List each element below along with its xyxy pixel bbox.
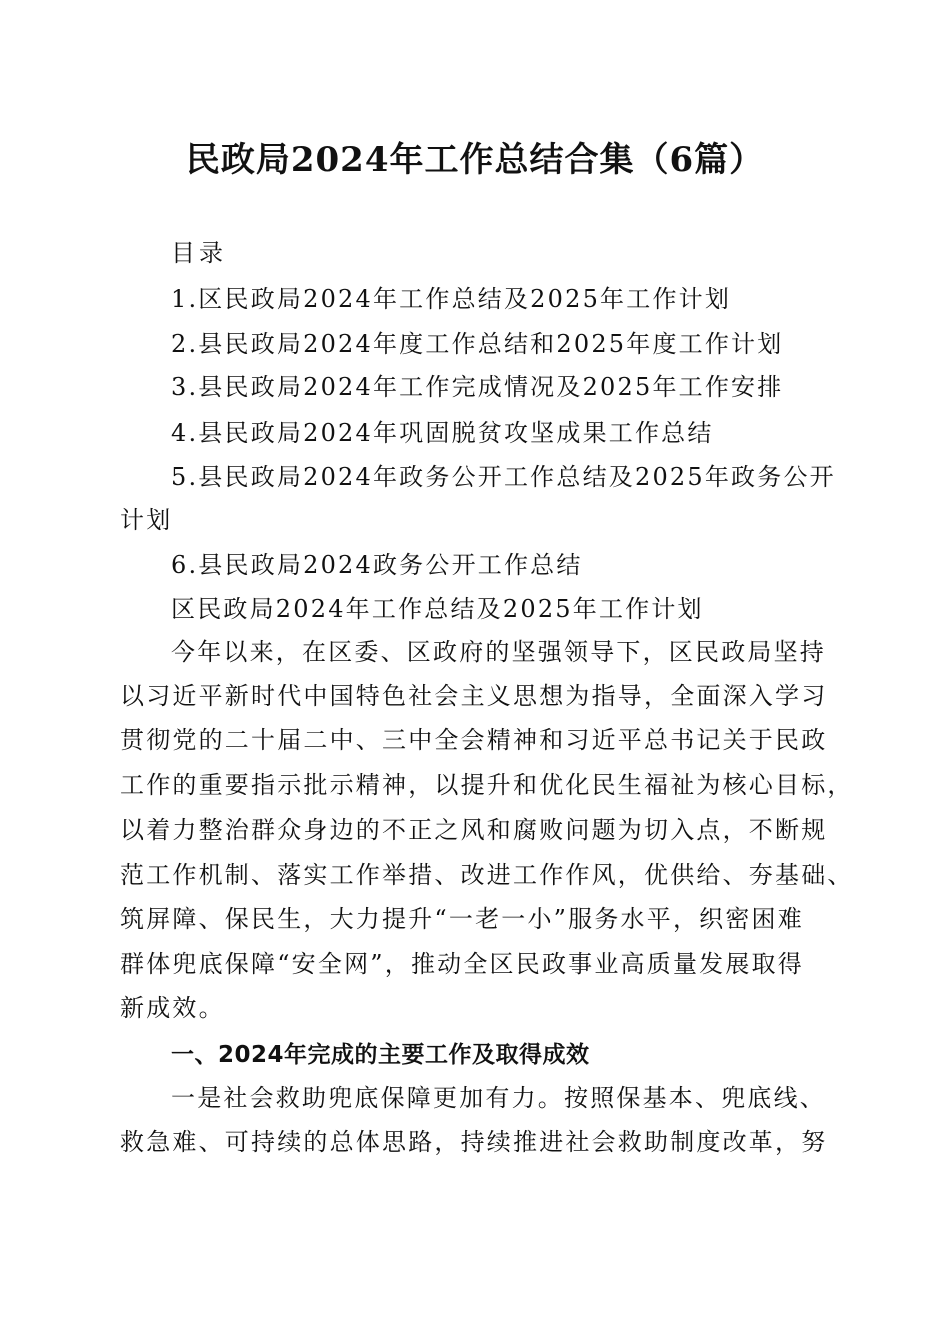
toc-item: 3.县民政局2024年工作完成情况及2025年工作安排 [171, 373, 784, 401]
toc-item: 6.县民政局2024政务公开工作总结 [171, 551, 583, 579]
paragraph-line: 以着力整治群众身边的不正之风和腐败问题为切入点，不断规 [120, 816, 828, 844]
paragraph-line: 以习近平新时代中国特色社会主义思想为指导，全面深入学习 [120, 682, 828, 710]
toc-item: 1.区民政局2024年工作总结及2025年工作计划 [171, 285, 732, 313]
paragraph-line: 贯彻党的二十届二中、三中全会精神和习近平总书记关于民政 [120, 726, 828, 754]
paragraph-line: 工作的重要指示批示精神，以提升和优化民生福祉为核心目标， [120, 771, 854, 799]
toc-item-continuation: 计划 [120, 506, 173, 534]
toc-item: 5.县民政局2024年政务公开工作总结及2025年政务公开 [171, 463, 836, 491]
document-title: 民政局2024年工作总结合集（6篇） [185, 140, 765, 180]
article-title: 区民政局2024年工作总结及2025年工作计划 [171, 595, 704, 623]
paragraph-line: 今年以来，在区委、区政府的坚强领导下，区民政局坚持 [171, 638, 826, 666]
paragraph-line: 新成效。 [120, 994, 225, 1022]
paragraph-line: 筑屏障、保民生，大力提升“一老一小”服务水平，织密困难 [120, 905, 804, 933]
paragraph-line: 救急难、可持续的总体思路，持续推进社会救助制度改革，努 [120, 1128, 828, 1156]
toc-item: 2.县民政局2024年度工作总结和2025年度工作计划 [171, 330, 784, 358]
paragraph-line: 范工作机制、落实工作举措、改进工作作风，优供给、夯基础、 [120, 861, 854, 889]
paragraph-line: 一是社会救助兜底保障更加有力。按照保基本、兜底线、 [171, 1084, 826, 1112]
toc-item: 4.县民政局2024年巩固脱贫攻坚成果工作总结 [171, 419, 714, 447]
section-heading: 一、2024年完成的主要工作及取得成效 [171, 1042, 590, 1068]
paragraph-line: 群体兜底保障“安全网”，推动全区民政事业高质量发展取得 [120, 950, 804, 978]
toc-heading: 目录 [171, 239, 227, 267]
